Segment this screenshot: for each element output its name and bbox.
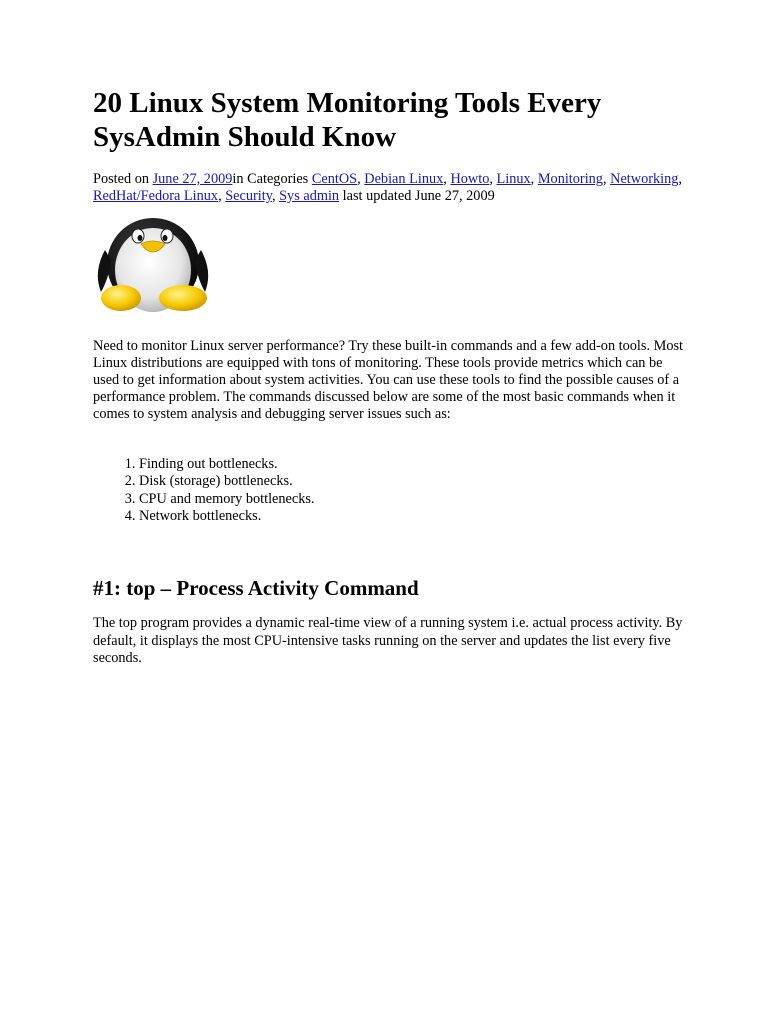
category-separator: ,: [678, 171, 682, 187]
category-link-linux[interactable]: Linux: [496, 171, 531, 187]
categories-prefix: in Categories: [232, 171, 312, 187]
section-top-description: The top program provides a dynamic real-time view of a running system i.e. actual process activity. By default, it displays the most CPU-intensive tasks running on the server and updates the list every five seconds.: [93, 615, 683, 666]
intro-paragraph: Need to monitor Linux server performance? Try these built-in commands and a few add-on tools. Most Linux distributions are equipped with tons of monitoring. These tools provide metrics which can be used to get information about system activities. You can use these tools to find the possible causes of a performance problem. The commands discussed below are some of the most basic commands when it comes to system analysis and debugging server issues such as:: [93, 338, 684, 422]
posted-prefix: Posted on: [93, 171, 153, 187]
category-separator: ,: [530, 171, 538, 187]
last-updated: last updated June 27, 2009: [339, 188, 495, 204]
list-item: 2. Disk (storage) bottlenecks.: [139, 473, 315, 490]
category-link-redhat-fedora-linux[interactable]: RedHat/Fedora Linux: [93, 188, 219, 204]
category-separator: ,: [602, 171, 611, 187]
category-link-networking[interactable]: Networking: [610, 171, 679, 187]
category-link-howto[interactable]: Howto: [450, 171, 490, 187]
list-item: 3. CPU and memory bottlenecks.: [139, 491, 315, 508]
penguin-icon: [93, 212, 219, 316]
post-meta: [93, 171, 683, 205]
category-separator: ,: [218, 188, 226, 204]
article-title: 20 Linux System Monitoring Tools Every SysAdmin Should Know: [93, 87, 602, 153]
category-link-sys-admin[interactable]: Sys admin: [279, 188, 340, 204]
category-separator: ,: [357, 171, 365, 187]
category-link-monitoring[interactable]: Monitoring: [537, 171, 603, 187]
category-link-debian-linux[interactable]: Debian Linux: [364, 171, 444, 187]
category-link-centos[interactable]: CentOS: [311, 171, 358, 187]
issues-list: [93, 456, 315, 526]
category-link-security[interactable]: Security: [225, 188, 272, 204]
section-heading-top: #1: top – Process Activity Command: [93, 576, 419, 600]
category-separator: ,: [489, 171, 497, 187]
posted-date-link[interactable]: June 27, 2009: [152, 171, 233, 187]
list-item: 4. Network bottlenecks.: [139, 508, 315, 525]
category-separator: ,: [271, 188, 280, 204]
list-item: 1. Finding out bottlenecks.: [139, 456, 315, 473]
category-separator: ,: [443, 171, 451, 187]
